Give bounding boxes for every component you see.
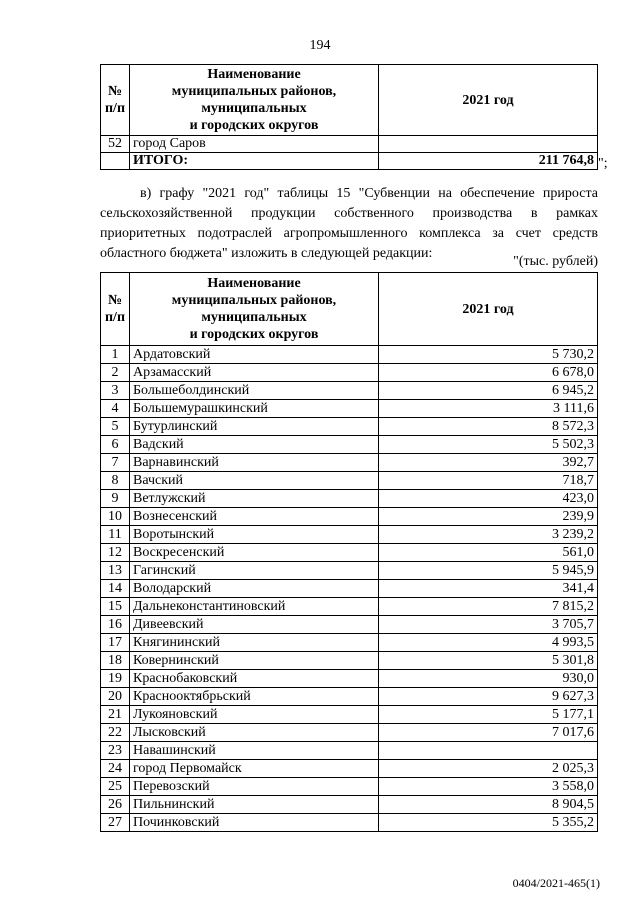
row-name: Лысковский (130, 724, 379, 742)
table-row (101, 634, 598, 652)
row-value: 7 017,6 (379, 724, 598, 742)
row-name: Краснооктябрьский (130, 688, 379, 706)
row-name: Воскресенский (130, 544, 379, 562)
table-row (101, 436, 598, 454)
row-value (379, 742, 598, 760)
row-value: 423,0 (379, 490, 598, 508)
row-num: 25 (101, 778, 130, 796)
row-value: 930,0 (379, 670, 598, 688)
document-code: 0404/2021-465(1) (512, 876, 600, 890)
total-label: ИТОГО: (130, 153, 379, 170)
row-name: Пильнинский (130, 796, 379, 814)
table-row (101, 136, 598, 153)
table-row (101, 724, 598, 742)
total-value: 211 764,8 (379, 153, 598, 170)
row-value: 4 993,5 (379, 634, 598, 652)
table-row (101, 454, 598, 472)
row-value: 8 904,5 (379, 796, 598, 814)
table-row (101, 562, 598, 580)
row-name: Ковернинский (130, 652, 379, 670)
row-value: 3 239,2 (379, 526, 598, 544)
row-name: Княгининский (130, 634, 379, 652)
header-name (130, 273, 379, 346)
row-name: Володарский (130, 580, 379, 598)
row-name: Перевозский (130, 778, 379, 796)
amendment-text: в) графу "2021 год" таблицы 15 "Субвенции на обеспечение прироста сельскохозяйственной продукции собственного производства в рамках приоритетных подотраслей агропромышленного комплекса за счет средств областного бюджета" изложить в следующей редакции: (100, 186, 598, 261)
row-value: 2 025,3 (379, 760, 598, 778)
row-num: 11 (101, 526, 130, 544)
row-name: город Саров (130, 136, 379, 153)
header-name-text: Наименование муниципальных районов, муниципальных и городских округов (171, 67, 337, 133)
row-num: 5 (101, 418, 130, 436)
table-row (101, 742, 598, 760)
row-num: 7 (101, 454, 130, 472)
header-name (130, 65, 379, 136)
row-num: 52 (101, 136, 130, 153)
row-value: 3 111,6 (379, 400, 598, 418)
row-num: 23 (101, 742, 130, 760)
row-name: Бутурлинский (130, 418, 379, 436)
top-table-header-row (101, 65, 598, 136)
row-num: 2 (101, 364, 130, 382)
row-num: 26 (101, 796, 130, 814)
row-num: 16 (101, 616, 130, 634)
header-year-text: 2021 год (462, 301, 514, 317)
table-row (101, 760, 598, 778)
table-row (101, 508, 598, 526)
row-name: Ветлужский (130, 490, 379, 508)
row-name: город Первомайск (130, 760, 379, 778)
row-num: 22 (101, 724, 130, 742)
table-row (101, 490, 598, 508)
row-value: 9 627,3 (379, 688, 598, 706)
table-row (101, 814, 598, 832)
row-num: 4 (101, 400, 130, 418)
table-row (101, 418, 598, 436)
trailing-quote: "; (598, 156, 608, 171)
row-value: 3 558,0 (379, 778, 598, 796)
row-name: Вачский (130, 472, 379, 490)
main-table-header-row (101, 273, 598, 346)
row-num: 10 (101, 508, 130, 526)
header-num (101, 65, 130, 136)
table-row (101, 796, 598, 814)
row-num: 18 (101, 652, 130, 670)
table-row (101, 778, 598, 796)
row-num: 27 (101, 814, 130, 832)
row-name: Краснобаковский (130, 670, 379, 688)
row-value: 7 815,2 (379, 598, 598, 616)
header-num (101, 273, 130, 346)
table-row (101, 526, 598, 544)
table-row (101, 382, 598, 400)
table-row (101, 652, 598, 670)
row-value: 561,0 (379, 544, 598, 562)
row-value: 718,7 (379, 472, 598, 490)
row-value: 5 301,8 (379, 652, 598, 670)
amendment-paragraph (100, 184, 598, 264)
row-name: Вадский (130, 436, 379, 454)
row-name: Дальнеконстантиновский (130, 598, 379, 616)
row-value: 5 730,2 (379, 346, 598, 364)
table-row (101, 346, 598, 364)
row-name: Ардатовский (130, 346, 379, 364)
main-table (100, 272, 598, 832)
table-row (101, 364, 598, 382)
row-name: Дивеевский (130, 616, 379, 634)
row-value: 6 678,0 (379, 364, 598, 382)
total-row (101, 153, 598, 170)
header-num-text: № п/п (104, 84, 126, 116)
row-num: 20 (101, 688, 130, 706)
header-num-text: № п/п (104, 293, 126, 325)
total-num-cell (101, 153, 130, 170)
row-name: Вознесенский (130, 508, 379, 526)
table-row (101, 598, 598, 616)
header-name-text: Наименование муниципальных районов, муниципальных и городских округов (171, 276, 337, 342)
row-name: Лукояновский (130, 706, 379, 724)
row-value: 5 945,9 (379, 562, 598, 580)
row-name: Гагинский (130, 562, 379, 580)
row-value (379, 136, 598, 153)
row-name: Починковский (130, 814, 379, 832)
table-row (101, 544, 598, 562)
row-num: 17 (101, 634, 130, 652)
row-num: 15 (101, 598, 130, 616)
row-num: 14 (101, 580, 130, 598)
table-row (101, 670, 598, 688)
units-label: "(тыс. рублей) (513, 254, 598, 269)
row-name: Большеболдинский (130, 382, 379, 400)
page-number: 194 (309, 38, 331, 53)
row-num: 21 (101, 706, 130, 724)
row-num: 6 (101, 436, 130, 454)
row-num: 12 (101, 544, 130, 562)
row-value: 6 945,2 (379, 382, 598, 400)
header-year (379, 65, 598, 136)
table-row (101, 616, 598, 634)
table-row (101, 706, 598, 724)
table-row (101, 400, 598, 418)
row-num: 8 (101, 472, 130, 490)
row-name: Большемурашкинский (130, 400, 379, 418)
row-num: 24 (101, 760, 130, 778)
table-row (101, 472, 598, 490)
row-value: 3 705,7 (379, 616, 598, 634)
row-num: 3 (101, 382, 130, 400)
row-num: 19 (101, 670, 130, 688)
header-year-text: 2021 год (462, 92, 514, 108)
table-row (101, 688, 598, 706)
header-year (379, 273, 598, 346)
row-value: 239,9 (379, 508, 598, 526)
row-num: 9 (101, 490, 130, 508)
row-value: 5 502,3 (379, 436, 598, 454)
row-value: 5 355,2 (379, 814, 598, 832)
row-value: 5 177,1 (379, 706, 598, 724)
row-name: Воротынский (130, 526, 379, 544)
top-table (100, 64, 598, 170)
row-value: 8 572,3 (379, 418, 598, 436)
row-value: 392,7 (379, 454, 598, 472)
row-name: Варнавинский (130, 454, 379, 472)
row-name: Навашинский (130, 742, 379, 760)
row-value: 341,4 (379, 580, 598, 598)
row-num: 13 (101, 562, 130, 580)
table-row (101, 580, 598, 598)
row-num: 1 (101, 346, 130, 364)
row-name: Арзамасский (130, 364, 379, 382)
